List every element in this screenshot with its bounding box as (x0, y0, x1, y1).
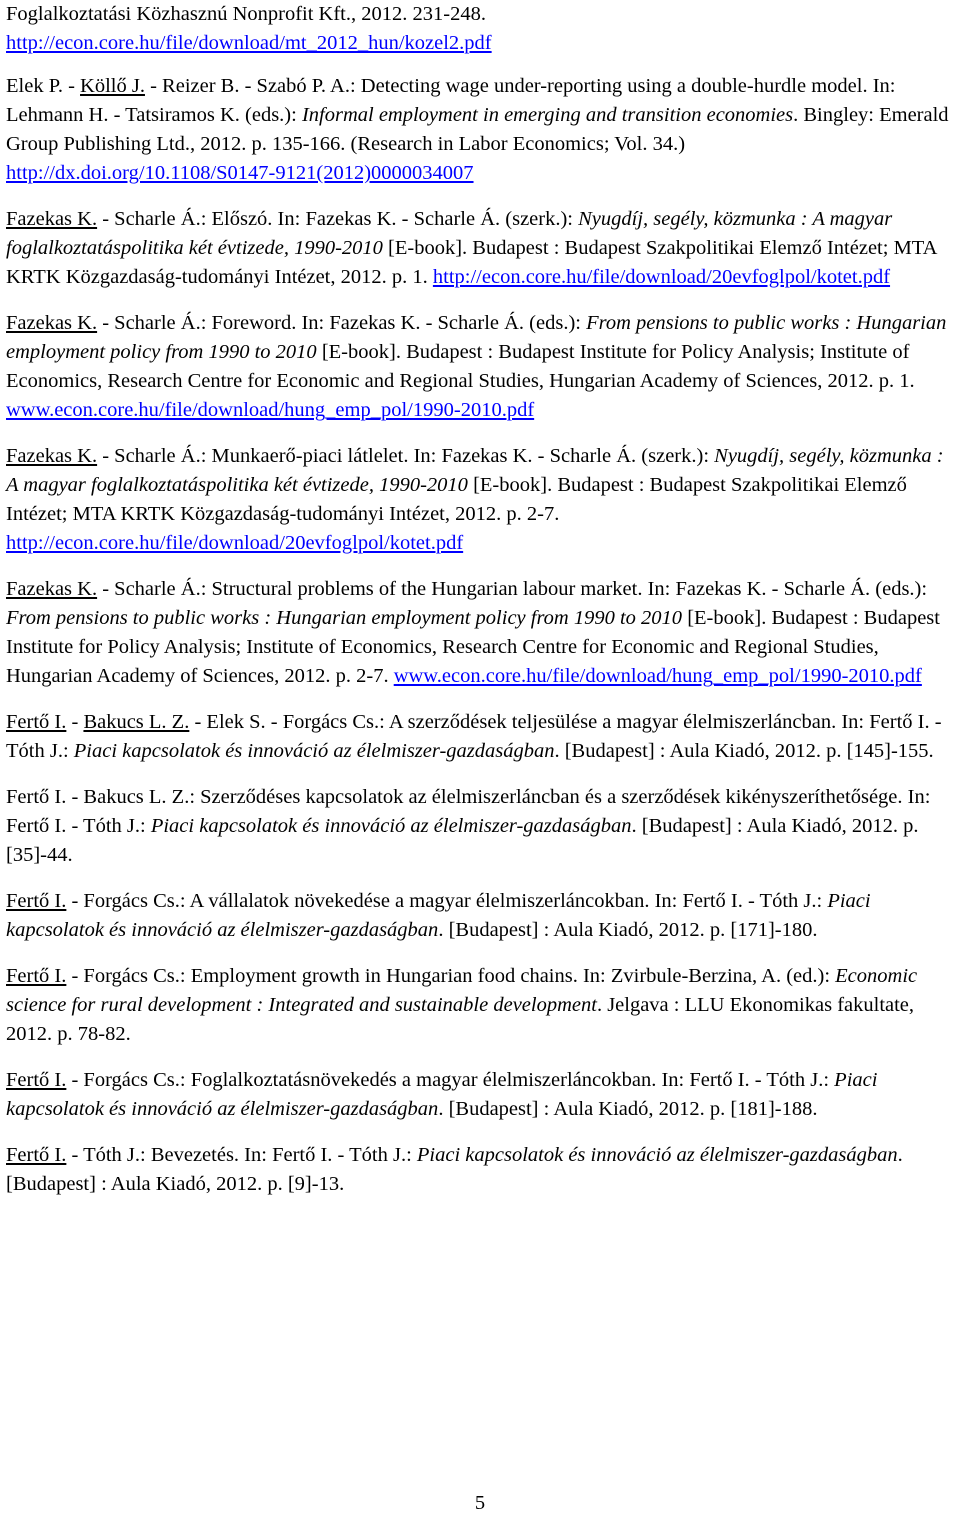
entry-title: Piaci kapcsolatok és innováció az élelmiszer-gazdaságban (416, 1144, 898, 1166)
entry-text: - Elek S. - Forgács Cs.: A szerződések teljesülése a magyar élelmiszerláncban. In: Fertő I. - Tóth J.: (6, 711, 942, 762)
page-number: 5 (474, 1492, 486, 1514)
author-link[interactable]: Fertő I. (6, 711, 67, 733)
entry-text: [E-book]. Budapest : Budapest Szakpolitikai Elemző Intézet; MTA KRTK Közgazdaság-tudományi Intézet, 2012. p. 1. (6, 237, 937, 288)
entry-text: - Tóth J.: Bevezetés. In: Fertő I. - Tóth J.: (66, 1144, 417, 1166)
author-link[interactable]: Fazekas K. (6, 312, 98, 334)
reference-entry (6, 575, 956, 691)
entry-title: Nyugdíj, segély, közmunka : A magyar foglalkoztatáspolitika két évtizede, 1990-2010 (6, 445, 944, 496)
entry-text: - Forgács Cs.: Employment growth in Hungarian food chains. In: Zvirbule-Berzina, A. (ed.): (66, 965, 836, 987)
author-link[interactable]: Bakucs L. Z. (83, 711, 190, 733)
author-link[interactable]: Köllő J. (80, 75, 145, 97)
reference-entry (6, 962, 956, 1049)
entry-text: - Scharle Á.: Előszó. In: Fazekas K. - Scharle Á. (szerk.): (97, 208, 579, 230)
reference-entry (6, 442, 956, 558)
reference-entry (6, 887, 956, 945)
entry-text: . Bingley: Emerald Group Publishing Ltd., 2012. p. 135-166. (Research in Labor Economics; Vol. 34.) (6, 104, 949, 155)
reference-link[interactable]: http://dx.doi.org/10.1108/S0147-9121(2012)0000034007 (6, 162, 474, 184)
author-link[interactable]: Fertő I. (6, 965, 67, 987)
entry-title: Piaci kapcsolatok és innováció az élelmiszer-gazdaságban (6, 890, 871, 941)
entry-text: . [Budapest] : Aula Kiadó, 2012. p. [171]-180. (438, 919, 818, 941)
reference-link[interactable]: http://econ.core.hu/file/download/20evfoglpol/kotet.pdf (432, 266, 891, 288)
entry-text: - Scharle Á.: Foreword. In: Fazekas K. - Scharle Á. (eds.): (97, 312, 587, 334)
entry-text: - Scharle Á.: Structural problems of the Hungarian labour market. In: Fazekas K. - Scharle Á. (eds.): (97, 578, 928, 600)
author-link[interactable]: Fazekas K. (6, 208, 98, 230)
reference-entry (6, 0, 956, 58)
reference-link[interactable]: www.econ.core.hu/file/download/hung_emp_pol/1990-2010.pdf (393, 665, 922, 687)
entry-title: Piaci kapcsolatok és innováció az élelmiszer-gazdaságban (150, 815, 632, 837)
entry-title: Piaci kapcsolatok és innováció az élelmiszer-gazdaságban (6, 1069, 878, 1120)
reference-entry (6, 1066, 956, 1124)
entry-title: Piaci kapcsolatok és innováció az élelmiszer-gazdaságban (73, 740, 555, 762)
reference-entry (6, 72, 956, 188)
entry-text: . [Budapest] : Aula Kiadó, 2012. p. [145]-155. (554, 740, 934, 762)
entry-text: Foglalkoztatási Közhasznú Nonprofit Kft., 2012. 231-248. (6, 3, 486, 25)
reference-entry (6, 205, 956, 292)
reference-entry (6, 708, 956, 766)
entry-text: Fertő I. - Bakucs L. Z.: Szerződéses kapcsolatok az élelmiszerláncban és a szerződések kikényszeríthetősége. In: Fertő I. - Tóth J.: (6, 786, 931, 837)
reference-entry (6, 1141, 956, 1199)
entry-text: . [Budapest] : Aula Kiadó, 2012. p. [35]-44. (6, 815, 919, 866)
reference-entry (6, 309, 956, 425)
entry-title: From pensions to public works : Hungarian employment policy from 1990 to 2010 (6, 312, 947, 363)
entry-title: Informal employment in emerging and transition economies (301, 104, 794, 126)
author-link[interactable]: Fertő I. (6, 1144, 67, 1166)
reference-list (6, 0, 956, 1216)
reference-entry (6, 783, 956, 870)
reference-link[interactable]: www.econ.core.hu/file/download/hung_emp_pol/1990-2010.pdf (6, 399, 535, 421)
author-link[interactable]: Fertő I. (6, 890, 67, 912)
entry-text: - Forgács Cs.: Foglalkoztatásnövekedés a magyar élelmiszerláncokban. In: Fertő I. - Tóth J.: (66, 1069, 835, 1091)
entry-text: . [Budapest] : Aula Kiadó, 2012. p. [9]-13. (6, 1144, 903, 1195)
entry-text: [E-book]. Budapest : Budapest Institute for Policy Analysis; Institute of Economics, Research Centre for Economic and Regional Studies, Hungarian Academy of Sciences, 2012. p. 2-7. (6, 607, 940, 687)
reference-link[interactable]: http://econ.core.hu/file/download/mt_2012_hun/kozel2.pdf (6, 32, 492, 54)
author-link[interactable]: Fazekas K. (6, 578, 98, 600)
author-link[interactable]: Fertő I. (6, 1069, 67, 1091)
entry-text: - Scharle Á.: Munkaerő-piaci látlelet. In: Fazekas K. - Scharle Á. (szerk.): (97, 445, 715, 467)
reference-link[interactable]: http://econ.core.hu/file/download/20evfoglpol/kotet.pdf (6, 532, 464, 554)
entry-title: Nyugdíj, segély, közmunka : A magyar foglalkoztatáspolitika két évtizede, 1990-2010 (6, 208, 893, 259)
entry-text: Elek P. - (6, 75, 81, 97)
entry-text: [E-book]. Budapest : Budapest Institute for Policy Analysis; Institute of Economics, Research Centre for Economic and Regional Studies, Hungarian Academy of Sciences, 2012. p. 1. (6, 341, 915, 392)
author-link[interactable]: Fazekas K. (6, 445, 98, 467)
entry-text: . Jelgava : LLU Ekonomikas fakultate, 2012. p. 78-82. (6, 994, 915, 1045)
entry-title: Economic science for rural development : Integrated and sustainable development (6, 965, 918, 1016)
entry-text: - Forgács Cs.: A vállalatok növekedése a magyar élelmiszerláncokban. In: Fertő I. - Tóth J.: (66, 890, 828, 912)
entry-text: [E-book]. Budapest : Budapest Szakpolitikai Elemző Intézet; MTA KRTK Közgazdaság-tudományi Intézet, 2012. p. 2-7. (6, 474, 907, 525)
entry-title: From pensions to public works : Hungarian employment policy from 1990 to 2010 (6, 607, 683, 629)
entry-text: . [Budapest] : Aula Kiadó, 2012. p. [181]-188. (438, 1098, 818, 1120)
entry-text: - Reizer B. - Szabó P. A.: Detecting wage under-reporting using a double-hurdle model. In: Lehmann H. - Tatsiramos K. (eds.): (6, 75, 896, 126)
entry-text: - (66, 711, 84, 733)
